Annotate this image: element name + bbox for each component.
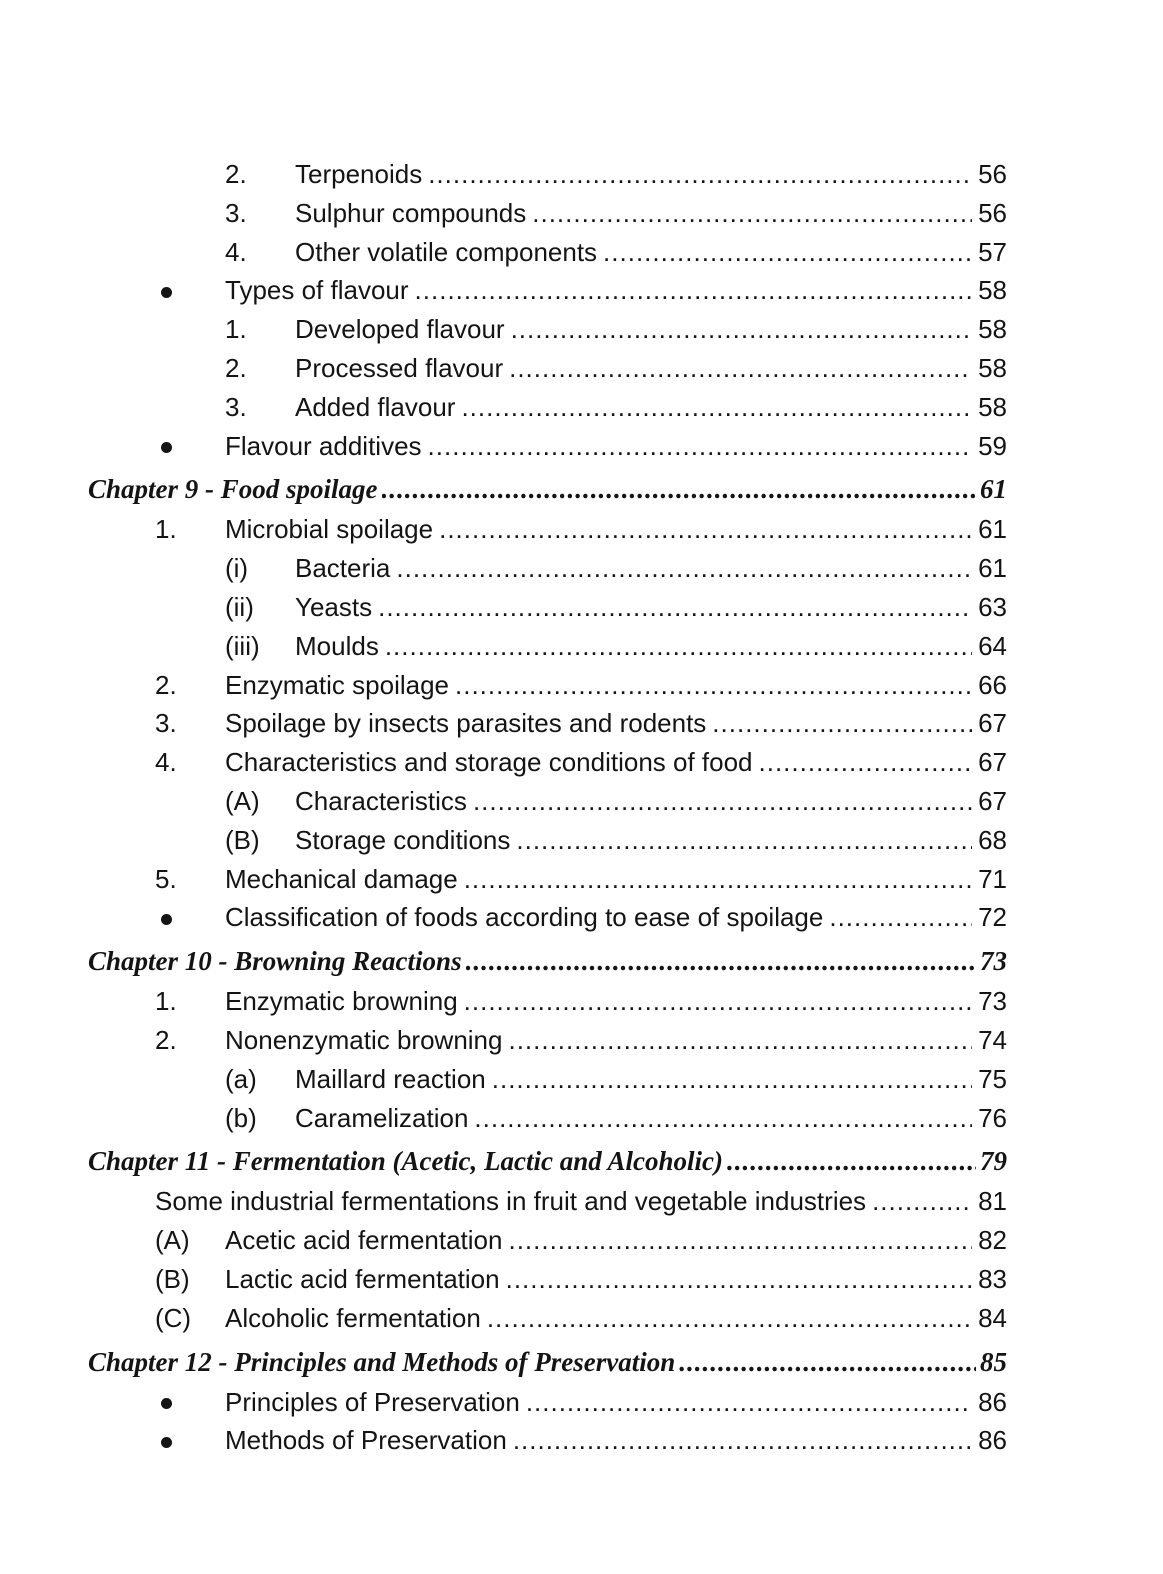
dot-leader <box>474 1099 972 1138</box>
toc-entry <box>0 388 1163 427</box>
toc-entry <box>0 271 1163 310</box>
toc-entry-body <box>295 310 1007 349</box>
dot-leader <box>506 1260 972 1299</box>
toc-entry-body <box>295 588 1007 627</box>
toc-entry-title: Processed flavour <box>295 352 504 383</box>
toc-entry-number: 2. <box>225 159 247 189</box>
toc-entry-body <box>225 860 1007 899</box>
toc-entry-title: Flavour additives <box>225 430 422 461</box>
toc-entry-title: Alcoholic fermentation <box>225 1302 481 1333</box>
toc-entry-body <box>225 427 1007 466</box>
toc-entry-body <box>295 627 1007 666</box>
page-number: 82 <box>978 1225 1007 1256</box>
toc-entry-number: (B) <box>225 824 260 855</box>
dot-leader <box>872 1182 972 1221</box>
page-number: 81 <box>978 1186 1007 1217</box>
toc-entry-title: Nonenzymatic browning <box>225 1024 503 1055</box>
page-number: 74 <box>978 1024 1007 1055</box>
bullet-dot-icon <box>161 1398 172 1409</box>
page-number: 83 <box>978 1263 1007 1294</box>
dot-leader <box>712 704 972 743</box>
page-number: 56 <box>978 159 1007 189</box>
dot-leader <box>428 155 972 194</box>
toc-entry <box>0 1099 1163 1138</box>
toc-entry-body <box>225 510 1007 549</box>
toc-entry-body <box>225 271 1007 310</box>
toc-entry-body <box>295 349 1007 388</box>
toc-entry <box>0 1182 1163 1221</box>
toc-entry-body <box>295 155 1007 194</box>
dot-leader <box>603 233 972 272</box>
bullet-dot-icon <box>161 914 172 925</box>
table-of-contents <box>0 155 1163 1460</box>
page-number: 63 <box>978 591 1007 622</box>
page-number: 73 <box>978 986 1007 1017</box>
toc-entry <box>0 588 1163 627</box>
page-number: 68 <box>978 824 1007 855</box>
dot-leader <box>508 1221 972 1260</box>
toc-entry-body <box>225 982 1007 1021</box>
page-number: 61 <box>978 553 1007 584</box>
toc-entry-body <box>88 940 1007 982</box>
dot-leader <box>508 1021 972 1060</box>
toc-entry-body <box>295 1099 1007 1138</box>
toc-entry-body <box>295 233 1007 272</box>
toc-entry-number: (i) <box>225 553 249 584</box>
toc-entry-title: Sulphur compounds <box>295 197 527 228</box>
toc-entry-title: Added flavour <box>295 391 456 422</box>
toc-entry-body <box>225 1021 1007 1060</box>
dot-leader <box>382 468 976 510</box>
page-number: 61 <box>980 474 1007 505</box>
toc-entry-title: Characteristics and storage conditions of food <box>225 747 753 778</box>
dot-leader <box>378 588 972 627</box>
page-number: 57 <box>978 236 1007 267</box>
toc-entry <box>0 194 1163 233</box>
toc-entry-body <box>155 1182 1007 1221</box>
toc-entry <box>0 155 1163 194</box>
toc-entry <box>0 821 1163 860</box>
toc-entry-number: 3. <box>225 391 247 422</box>
toc-entry-title: Maillard reaction <box>295 1063 486 1094</box>
page-number: 64 <box>978 630 1007 661</box>
toc-entry-title: Classification of foods according to ease of spoilage <box>225 902 824 933</box>
page-number: 71 <box>978 863 1007 894</box>
toc-entry-number: 2. <box>225 352 247 383</box>
page-number: 59 <box>978 430 1007 461</box>
toc-entry-title: Spoilage by insects parasites and rodents <box>225 708 707 739</box>
toc-entry <box>0 1221 1163 1260</box>
toc-entry-body <box>295 1060 1007 1099</box>
bullet-icon <box>155 271 172 310</box>
chapter-title: Chapter 9 - Food spoilage <box>88 474 378 505</box>
page-number: 85 <box>980 1346 1007 1377</box>
toc-entry-number: 4. <box>225 236 247 267</box>
bullet-icon <box>155 1383 172 1422</box>
bullet-dot-icon <box>161 1437 172 1448</box>
toc-entry-number: (iii) <box>225 630 260 661</box>
toc-entry-title: Terpenoids <box>295 159 423 189</box>
dot-leader <box>759 743 973 782</box>
toc-entry-title: Bacteria <box>295 553 391 584</box>
dot-leader <box>455 666 972 705</box>
page-number: 72 <box>978 902 1007 933</box>
page-number: 58 <box>978 391 1007 422</box>
toc-entry-number: (ii) <box>225 591 254 622</box>
page-number: 86 <box>978 1425 1007 1456</box>
toc-entry-body <box>225 1383 1007 1422</box>
page-number: 79 <box>980 1146 1007 1177</box>
toc-entry-body <box>225 704 1007 743</box>
page-number: 84 <box>978 1302 1007 1333</box>
dot-leader <box>439 510 972 549</box>
toc-entry-title: Enzymatic browning <box>225 986 458 1017</box>
dot-leader <box>532 194 972 233</box>
page-number: 67 <box>978 747 1007 778</box>
dot-leader <box>526 1383 972 1422</box>
toc-entry <box>0 1021 1163 1060</box>
dot-leader <box>509 349 972 388</box>
toc-entry-body <box>225 1260 1007 1299</box>
bullet-icon <box>155 427 172 466</box>
chapter-title: Chapter 10 - Browning Reactions <box>88 946 462 977</box>
toc-entry-title: Acetic acid fermentation <box>225 1225 503 1256</box>
toc-entry <box>0 743 1163 782</box>
toc-entry <box>0 310 1163 349</box>
page-number: 58 <box>978 352 1007 383</box>
toc-entry-body <box>88 468 1007 510</box>
toc-entry-body <box>225 666 1007 705</box>
dot-leader <box>516 821 972 860</box>
page-number: 67 <box>978 785 1007 816</box>
toc-entry-number: (C) <box>155 1302 192 1333</box>
toc-entry-body <box>295 549 1007 588</box>
toc-entry <box>0 349 1163 388</box>
toc-entry-body <box>295 821 1007 860</box>
toc-entry-number: 1. <box>155 986 177 1017</box>
toc-entry-title: Enzymatic spoilage <box>225 669 449 700</box>
toc-entry-number: 4. <box>155 747 177 778</box>
bullet-dot-icon <box>161 442 172 453</box>
toc-entry <box>0 1299 1163 1338</box>
toc-entry <box>0 898 1163 937</box>
chapter-heading <box>0 1140 1163 1182</box>
chapter-title: Chapter 11 - Fermentation (Acetic, Lactic and Alcoholic) <box>88 1146 723 1177</box>
toc-entry-title: Lactic acid fermentation <box>225 1263 500 1294</box>
chapter-title: Chapter 12 - Principles and Methods of Preservation <box>88 1346 676 1377</box>
toc-entry-body <box>225 1299 1007 1338</box>
toc-entry-title: Principles of Preservation <box>225 1386 520 1417</box>
toc-entry-number: 2. <box>155 669 177 700</box>
toc-entry-title: Storage conditions <box>295 824 511 855</box>
dot-leader <box>473 782 972 821</box>
toc-entry <box>0 1260 1163 1299</box>
toc-entry-title: Yeasts <box>295 591 373 622</box>
page-number: 67 <box>978 708 1007 739</box>
toc-entry-title: Microbial spoilage <box>225 514 434 545</box>
dot-leader <box>461 388 972 427</box>
toc-entry-title: Types of flavour <box>225 275 409 306</box>
toc-entry-title: Some industrial fermentations in fruit and vegetable industries <box>155 1186 867 1217</box>
dot-leader <box>464 982 972 1021</box>
toc-entry-number: (B) <box>155 1263 190 1294</box>
toc-entry-number: 3. <box>155 708 177 739</box>
toc-entry <box>0 1060 1163 1099</box>
dot-leader <box>396 549 972 588</box>
page-number: 76 <box>978 1102 1007 1133</box>
dot-leader <box>727 1140 976 1182</box>
toc-entry <box>0 782 1163 821</box>
page-number: 75 <box>978 1063 1007 1094</box>
bullet-icon <box>155 898 172 937</box>
toc-entry-number: 1. <box>225 314 247 345</box>
toc-entry-body <box>225 743 1007 782</box>
chapter-heading <box>0 1341 1163 1383</box>
toc-entry <box>0 704 1163 743</box>
toc-entry-number: 5. <box>155 863 177 894</box>
page-number: 58 <box>978 314 1007 345</box>
toc-entry <box>0 627 1163 666</box>
dot-leader <box>513 1421 972 1460</box>
toc-entry-body <box>88 1140 1007 1182</box>
toc-entry <box>0 1421 1163 1460</box>
page-number: 61 <box>978 514 1007 545</box>
toc-entry-number: 2. <box>155 1024 177 1055</box>
toc-entry-number: (A) <box>155 1225 190 1256</box>
chapter-heading <box>0 468 1163 510</box>
dot-leader <box>464 860 972 899</box>
toc-entry <box>0 982 1163 1021</box>
dot-leader <box>487 1299 972 1338</box>
page-number: 58 <box>978 275 1007 306</box>
toc-entry <box>0 510 1163 549</box>
toc-entry-number: 3. <box>225 197 247 228</box>
page-number: 73 <box>980 946 1007 977</box>
toc-entry-body <box>225 1221 1007 1260</box>
toc-entry <box>0 860 1163 899</box>
toc-entry-body <box>295 388 1007 427</box>
toc-entry <box>0 666 1163 705</box>
dot-leader <box>492 1060 972 1099</box>
toc-entry-title: Characteristics <box>295 785 467 816</box>
toc-entry <box>0 549 1163 588</box>
toc-entry-number: (A) <box>225 785 260 816</box>
dot-leader <box>466 940 976 982</box>
dot-leader <box>428 427 973 466</box>
toc-entry-title: Moulds <box>295 630 379 661</box>
bullet-dot-icon <box>161 287 172 298</box>
toc-entry-number: 1. <box>155 514 177 545</box>
toc-entry <box>0 1383 1163 1422</box>
toc-entry-body <box>225 898 1007 937</box>
dot-leader <box>415 271 973 310</box>
toc-entry-title: Developed flavour <box>295 314 505 345</box>
toc-entry-body <box>295 782 1007 821</box>
toc-entry <box>0 427 1163 466</box>
toc-entry-title: Other volatile components <box>295 236 598 267</box>
dot-leader <box>385 627 972 666</box>
chapter-heading <box>0 940 1163 982</box>
page-number: 86 <box>978 1386 1007 1417</box>
toc-entry-number: (a) <box>225 1063 257 1094</box>
toc-entry-body <box>88 1341 1007 1383</box>
page-number: 56 <box>978 197 1007 228</box>
toc-entry <box>0 233 1163 272</box>
toc-entry-title: Methods of Preservation <box>225 1425 507 1456</box>
toc-entry-number: (b) <box>225 1102 257 1133</box>
dot-leader <box>679 1341 976 1383</box>
toc-entry-title: Mechanical damage <box>225 863 458 894</box>
toc-entry-title: Caramelization <box>295 1102 469 1133</box>
toc-entry-body <box>295 194 1007 233</box>
dot-leader <box>829 898 972 937</box>
bullet-icon <box>155 1421 172 1460</box>
toc-entry-body <box>225 1421 1007 1460</box>
dot-leader <box>511 310 973 349</box>
page-number: 66 <box>978 669 1007 700</box>
